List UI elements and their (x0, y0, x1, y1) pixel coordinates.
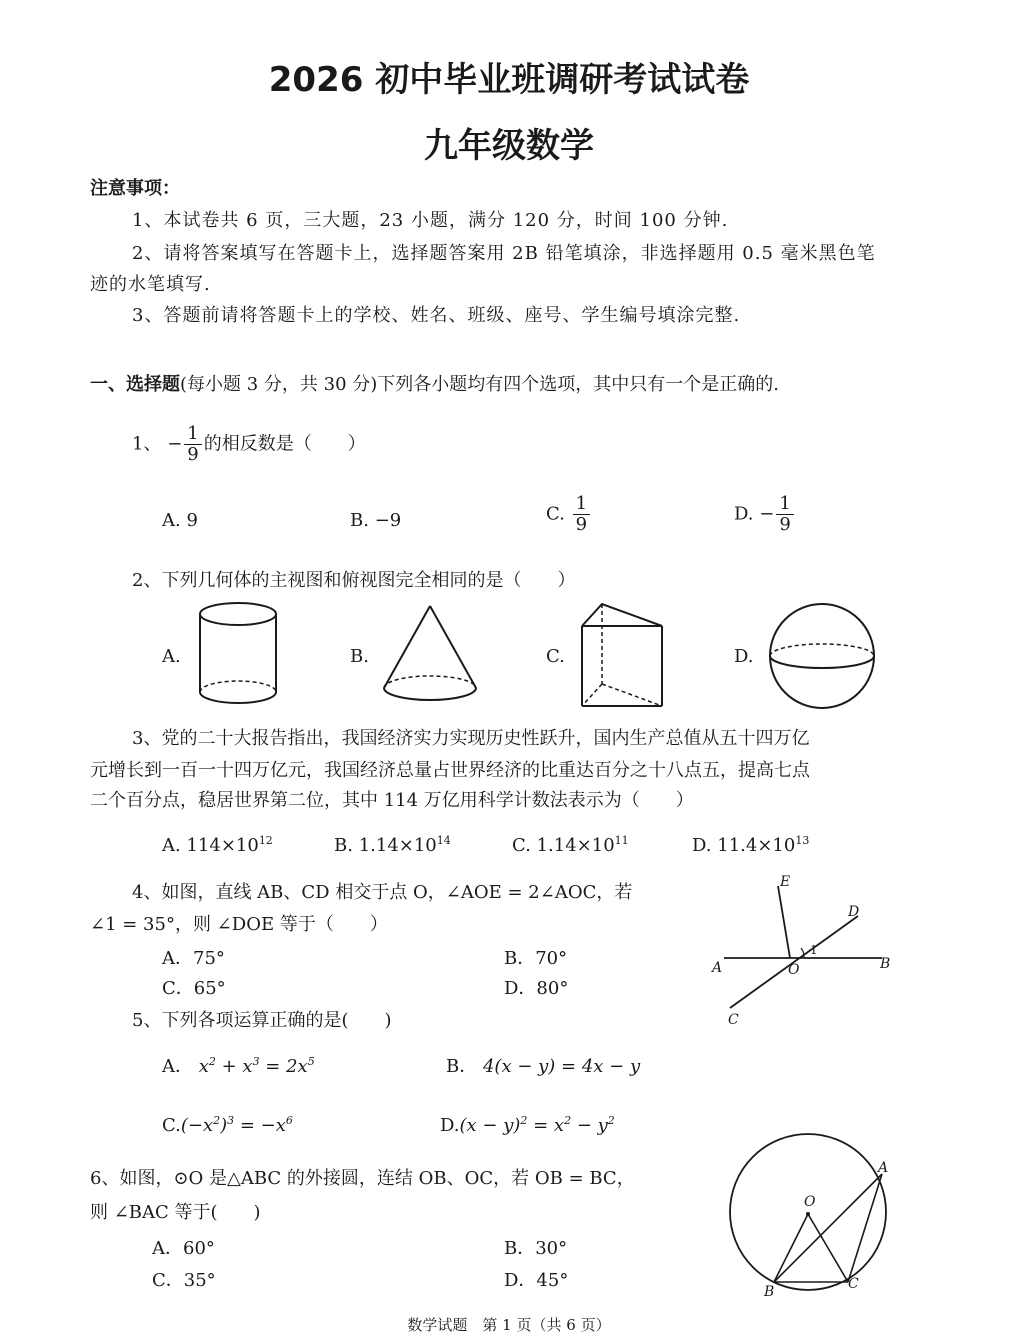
q1-b-value: −9 (374, 510, 402, 531)
label-c: C (728, 1012, 739, 1028)
q1-a-value: 9 (186, 510, 198, 531)
section-label: 一、选择题 (90, 374, 180, 395)
q6-option-d[interactable]: D．45° (504, 1270, 569, 1291)
q5-a-e1: 2 (208, 1055, 216, 1068)
q3-line-3: 二个百分点，稳居世界第二位，其中 114 万亿用科学计数法表示为（ ） (90, 790, 694, 811)
label-c: C (848, 1276, 859, 1292)
q1-d-fraction (776, 494, 793, 535)
segment-oc (808, 1214, 848, 1282)
q5-c-e1: 2 (213, 1114, 221, 1127)
q5-question: 5、下列各项运算正确的是( ) (132, 1010, 392, 1031)
q1-d-minus: − (759, 503, 775, 525)
q6-option-a[interactable]: A．60° (152, 1238, 215, 1259)
segment-ob (774, 1214, 808, 1282)
q3-b-label: B. (334, 835, 353, 856)
q1-c-num: 1 (573, 494, 590, 515)
q5-option-d[interactable] (440, 1114, 615, 1136)
q1-c-label: C. (546, 503, 565, 525)
q3-line-1: 3、党的二十大报告指出，我国经济实力实现历史性跃升，国内生产总值从五十四万亿 (132, 728, 810, 749)
q4-figure (706, 872, 906, 1032)
note-2-cont: 迹的水笔填写. (90, 274, 211, 295)
q6-line-1: 6、如图，⊙O 是△ABC 的外接圆，连结 OB、OC，若 OB = BC， (90, 1168, 635, 1189)
exam-subject: 九年级数学 (424, 126, 594, 166)
q1-option-a[interactable] (162, 510, 198, 531)
note-1: 1、本试卷共 6 页，三大题，23 小题，满分 120 分，时间 100 分钟. (132, 210, 729, 231)
q3-line-2: 元增长到一百一十四万亿元，我国经济总量占世界经济的比重达百分之十八点五，提高七点 (90, 760, 810, 781)
question-2: 2、下列几何体的主视图和俯视图完全相同的是（ ） (132, 570, 576, 591)
q1-number: 1、 (132, 433, 162, 455)
q1-option-d[interactable] (734, 494, 796, 535)
q1-c-fraction (573, 494, 590, 535)
label-a: A (712, 960, 723, 976)
q4-option-b[interactable]: B．70° (504, 948, 568, 969)
q2-option-a-label[interactable]: A. (162, 646, 181, 667)
q5-d-t1: (x − y) (459, 1115, 521, 1136)
q3-c-base: 1.14×10 (536, 835, 615, 856)
q6-line-2: 则 ∠BAC 等于( ) (90, 1202, 261, 1223)
q5-option-a[interactable] (162, 1052, 315, 1078)
q5-a-e2: 3 (252, 1055, 260, 1068)
note-2: 2、请将答案填写在答题卡上，选择题答案用 2B 铅笔填涂，非选择题用 0.5 毫米黑色笔 (132, 243, 876, 264)
q5-c-e2: 3 (227, 1114, 235, 1127)
label-d: D (848, 904, 860, 920)
label-o: O (788, 962, 800, 978)
q3-c-exp: 11 (614, 834, 629, 847)
q4-option-d[interactable]: D．80° (504, 978, 569, 999)
q4-line-1: 4、如图，直线 AB、CD 相交于点 O，∠AOE = 2∠AOC，若 (132, 882, 633, 903)
section-desc: (每小题 3 分，共 30 分)下列各小题均有四个选项，其中只有一个是正确的. (180, 374, 780, 395)
q4-option-c[interactable]: C．65° (162, 978, 226, 999)
q3-option-a[interactable] (162, 834, 273, 856)
q1-d-num: 1 (776, 494, 793, 515)
prism-icon (572, 598, 682, 712)
exam-title: 2026 初中毕业班调研考试试卷 (268, 60, 750, 100)
q1-fraction (184, 424, 201, 465)
notes-heading: 注意事项： (90, 178, 180, 199)
q5-a-expr (199, 1056, 315, 1077)
q5-d-e2: 2 (564, 1114, 572, 1127)
q1-frac-den: 9 (187, 443, 199, 465)
q1-option-b[interactable] (350, 510, 401, 531)
ray-oe (778, 886, 790, 958)
q1-a-label: A. (162, 510, 181, 531)
q5-d-expr (460, 1115, 615, 1136)
cylinder-icon (190, 600, 290, 710)
q1-minus: − (167, 433, 183, 455)
q5-a-t3: = 2x (259, 1056, 308, 1077)
q3-option-c[interactable] (512, 834, 629, 856)
q3-option-b[interactable] (334, 834, 451, 856)
q3-b-exp: 14 (436, 834, 451, 847)
q1-b-label: B. (350, 510, 369, 531)
q5-d-t2: = x (527, 1115, 565, 1136)
q5-option-b[interactable] (446, 1052, 640, 1078)
q3-a-base: 114×10 (186, 835, 259, 856)
label-e: E (780, 874, 791, 890)
q2-option-c-label[interactable]: C. (546, 646, 565, 667)
q5-a-t1: x (198, 1056, 209, 1077)
q1-d-den: 9 (779, 513, 791, 535)
section-heading (90, 370, 779, 396)
q3-a-exp: 12 (258, 834, 273, 847)
q5-b-label: B． (446, 1056, 478, 1077)
label-b: B (880, 956, 891, 972)
q5-c-e3: 6 (285, 1114, 293, 1127)
q3-d-exp: 13 (795, 834, 810, 847)
q1-frac-num: 1 (184, 424, 201, 445)
label-o: O (804, 1194, 816, 1210)
note-3: 3、答题前请将答题卡上的学校、姓名、班级、座号、学生编号填涂完整. (132, 305, 741, 326)
q1-c-den: 9 (575, 513, 588, 535)
q2-option-d-label[interactable]: D. (734, 646, 754, 667)
q5-c-t3: = −x (234, 1115, 286, 1136)
q1-d-label: D. (734, 503, 754, 525)
q5-c-expr (181, 1115, 293, 1136)
q3-d-base: 11.4×10 (717, 835, 796, 856)
q3-c-label: C. (512, 835, 531, 856)
q3-d-label: D. (692, 835, 712, 856)
q5-a-t2: + x (215, 1056, 253, 1077)
q6-option-c[interactable]: C．35° (152, 1270, 216, 1291)
q5-c-t2: ) (220, 1115, 228, 1136)
q6-figure (724, 1126, 904, 1302)
q5-d-e1: 2 (520, 1114, 528, 1127)
q5-c-label: C. (162, 1115, 181, 1136)
label-b: B (764, 1284, 775, 1300)
q5-b-expr: 4(x − y) = 4x − y (482, 1056, 641, 1077)
q5-a-e3: 5 (307, 1055, 315, 1068)
q3-a-label: A. (162, 835, 181, 856)
label-angle-1: 1 (810, 943, 818, 957)
q5-d-label: D. (440, 1115, 460, 1136)
q5-option-c[interactable] (162, 1114, 293, 1136)
q5-d-t3: − y (571, 1115, 608, 1136)
q2-option-b-label[interactable]: B. (350, 646, 369, 667)
sphere-icon (764, 600, 880, 710)
q5-d-e3: 2 (607, 1114, 615, 1127)
label-a: A (878, 1160, 889, 1176)
q3-option-d[interactable] (692, 834, 809, 856)
q4-line-2: ∠1 = 35°，则 ∠DOE 等于（ ） (90, 914, 388, 935)
q5-c-t1: (−x (180, 1115, 214, 1136)
q6-option-b[interactable]: B．30° (504, 1238, 568, 1259)
q4-option-a[interactable]: A．75° (162, 948, 225, 969)
page-footer: 数学试题 第 1 页（共 6 页） (407, 1316, 611, 1334)
cone-icon (376, 600, 486, 710)
q1-option-c[interactable] (546, 494, 592, 535)
question-1 (132, 424, 366, 465)
q3-b-base: 1.14×10 (358, 835, 437, 856)
q1-text: 的相反数是（ ） (203, 433, 366, 455)
q5-a-label: A． (162, 1056, 193, 1077)
